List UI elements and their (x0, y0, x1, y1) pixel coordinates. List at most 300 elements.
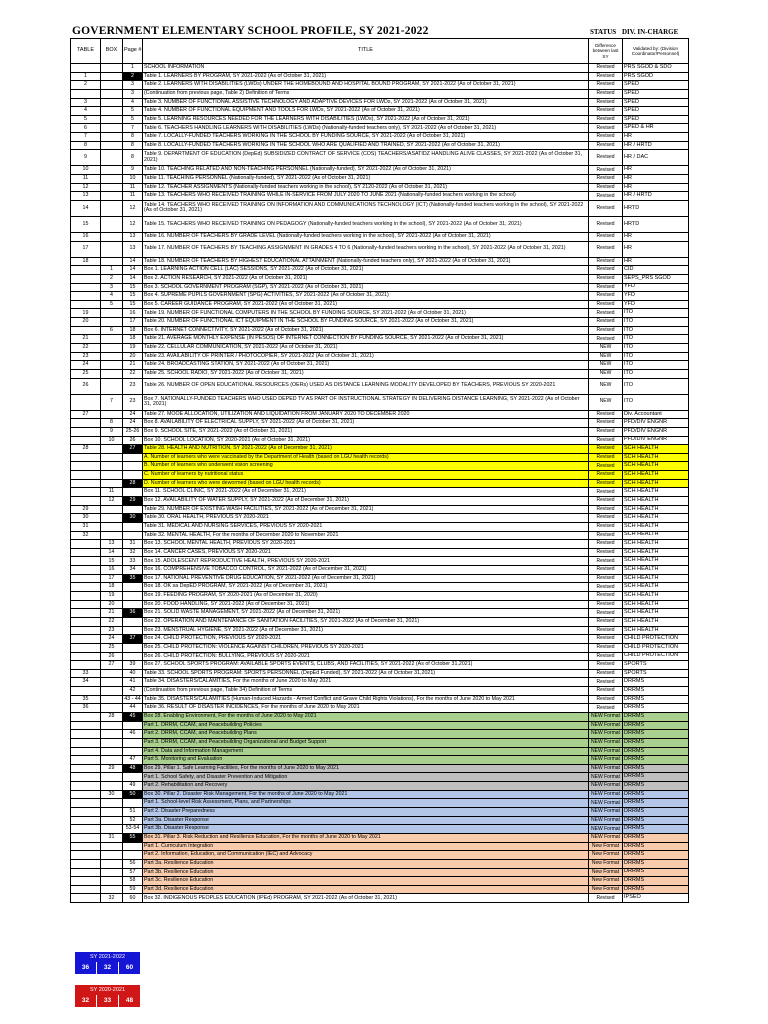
page-number-cell (123, 462, 143, 471)
title-cell: Box 12. AVAILABILITY OF WATER SUPPLY, SY 2021-2022 (As of December 31, 2021) (143, 496, 589, 505)
page-number-cell: 39 (123, 661, 143, 670)
table-row (71, 842, 689, 851)
table-number-cell (71, 894, 101, 903)
status-cell: NEW (589, 344, 623, 353)
title-cell: Box 18. OK sa DepED PROGRAM, SY 2021-2022 (As of December 31, 2021) (143, 583, 589, 592)
page-number-cell: 3 (123, 81, 143, 90)
table-number-cell: 32 (71, 531, 101, 540)
title-cell: C. Number of learners by nutritional status (143, 471, 589, 480)
division-cell: CHILD PROTECTION (623, 643, 689, 652)
division-cell: PFD/DIV ENGNR (623, 419, 689, 428)
status-cell: Revised (589, 107, 623, 116)
table-row (71, 89, 689, 98)
status-cell: Revised (589, 894, 623, 903)
title-cell: Box 21. SOLID WASTE MANAGEMENT, SY 2021-2022 (As of December 31, 2021) (143, 609, 589, 618)
page-number-cell: 34 (123, 566, 143, 575)
box-number-cell (101, 241, 123, 257)
page-number-cell: 14 (123, 257, 143, 266)
status-cell: New Format (589, 851, 623, 860)
box-number-cell (101, 773, 123, 782)
box-number-cell: 7 (101, 394, 123, 410)
table-number-cell (71, 626, 101, 635)
box-number-cell (101, 816, 123, 825)
table-row (71, 216, 689, 232)
title-cell: D. Number of learners who were dewormed (based on LGU health records) (143, 479, 589, 488)
table-number-cell (71, 617, 101, 626)
division-cell: YFD (623, 283, 689, 292)
legend-label: SY 2021-2022 (89, 954, 126, 960)
division-cell: SCH HEALTH (623, 505, 689, 514)
status-cell: Revised (589, 89, 623, 98)
page-number-cell: 41 (123, 678, 143, 687)
table-number-cell: 23 (71, 352, 101, 361)
page-number-cell: 31 (123, 540, 143, 549)
page-number-cell: 19 (123, 344, 143, 353)
status-cell: Revised (589, 64, 623, 73)
box-number-cell (101, 344, 123, 353)
table-row (71, 669, 689, 678)
status-cell: NEW Format (589, 764, 623, 773)
table-number-cell (71, 574, 101, 583)
status-cell: Revised (589, 318, 623, 327)
table-number-cell (71, 89, 101, 98)
table-row (71, 514, 689, 523)
table-number-cell: 22 (71, 344, 101, 353)
division-cell: SPED (623, 107, 689, 116)
table-number-cell: 1 (71, 72, 101, 81)
title-cell: Box 16. COMPREHENSIVE TOBACCO CONTROL, SY 2021-2022 (As of December 31, 2021) (143, 566, 589, 575)
box-number-cell (101, 192, 123, 201)
box-number-cell (101, 842, 123, 851)
table-row (71, 344, 689, 353)
table-row (71, 232, 689, 241)
title-cell: Part 1. School-level Risk Assessment, Plans, and Partnerships (143, 799, 589, 808)
box-number-cell (101, 453, 123, 462)
box-number-cell (101, 166, 123, 175)
page-number-cell: 57 (123, 868, 143, 877)
table-row (71, 241, 689, 257)
status-cell: NEW Format (589, 747, 623, 756)
table-number-cell (71, 471, 101, 480)
title-cell: A. Number of learners who were vaccinated by the Department of Health (based on LGU health records) (143, 453, 589, 462)
division-cell: SEPS_PRS SGOD (623, 274, 689, 283)
division-cell: PRS SGOD & SDO (623, 64, 689, 73)
box-number-cell (101, 200, 123, 216)
table-number-cell (71, 540, 101, 549)
table-number-cell: 13 (71, 192, 101, 201)
table-number-cell (71, 635, 101, 644)
division-cell: ITO (623, 352, 689, 361)
table-number-cell (71, 266, 101, 275)
page-number-cell: 40 (123, 669, 143, 678)
box-number-cell: 18 (101, 583, 123, 592)
box-number-cell (101, 81, 123, 90)
box-number-cell (101, 216, 123, 232)
title-cell: Table 15. TEACHERS WHO RECEIVED TRAINING ON PEDAGOGY (Nationally-funded teachers working in the school), SY 2021-2022 (As of October 31, 2021) (143, 216, 589, 232)
box-number-cell (101, 471, 123, 480)
page-number-cell (123, 617, 143, 626)
status-cell: Revised (589, 661, 623, 670)
page-number-cell: 14 (123, 266, 143, 275)
table-row (71, 566, 689, 575)
page-number-cell (123, 522, 143, 531)
title-cell: Part 2. Information, Education, and Communication (IEC) and Advocacy (143, 851, 589, 860)
page-number-cell (123, 747, 143, 756)
box-number-cell (101, 98, 123, 107)
table-number-cell: 24 (71, 361, 101, 370)
page-number-cell: 3 (123, 89, 143, 98)
title-cell: Table 23. AVAILABILITY OF PRINTER / PHOTOCOPIER, SY 2021-2022 (As of October 31, 2021) (143, 352, 589, 361)
division-cell: DRRMS (623, 885, 689, 894)
table-number-cell: 8 (71, 141, 101, 150)
title-cell: Table 29. NUMBER OF EXISTING WASH FACILITIES, SY 2021-2022 (As of December 31, 2021) (143, 505, 589, 514)
table-number-cell (71, 730, 101, 739)
division-cell: DRRMS (623, 808, 689, 817)
title-cell: Table 27. MOOE ALLOCATION, UTILIZATION AND LIQUIDATION FROM JANUARY 2020 TO DECEMBER 2020 (143, 410, 589, 419)
box-number-cell (101, 678, 123, 687)
box-number-cell (101, 704, 123, 713)
legend-value: 36 (81, 964, 90, 971)
col-title: TITLE (143, 39, 589, 64)
page-number-cell: 5 (123, 107, 143, 116)
table-number-cell (71, 557, 101, 566)
page-number-cell: 10 (123, 175, 143, 184)
page-number-cell: 13 (123, 232, 143, 241)
title-cell: Box 31. Pillar 3. Risk Reduction and Resilience Education, For the months of June 2020 to May 2021 (143, 833, 589, 842)
title-cell: Part 1. DRRM, CCAM, and Peacebuilding Policies (143, 721, 589, 730)
page-number-cell: 24 (123, 410, 143, 419)
table-row (71, 326, 689, 335)
status-cell: Revised (589, 326, 623, 335)
status-cell: Revised (589, 540, 623, 549)
box-number-cell (101, 115, 123, 124)
status-cell: Revised (589, 309, 623, 318)
division-cell: SPED (623, 89, 689, 98)
status-cell: Revised (589, 292, 623, 301)
table-number-cell: 33 (71, 669, 101, 678)
division-cell: SCH HEALTH (623, 445, 689, 454)
table-number-cell: 5 (71, 115, 101, 124)
legend-value: 32 (96, 962, 118, 974)
table-row (71, 81, 689, 90)
table-row (71, 540, 689, 549)
page-number-cell: 47 (123, 756, 143, 765)
table-row (71, 166, 689, 175)
box-number-cell (101, 124, 123, 133)
box-number-cell: 32 (101, 894, 123, 903)
page-number-cell: 11 (123, 192, 143, 201)
page-number-cell (123, 738, 143, 747)
division-cell: DRRMS (623, 868, 689, 877)
status-cell: Revised (589, 150, 623, 166)
division-cell: HR (623, 241, 689, 257)
table-row (71, 713, 689, 722)
title-cell: Box 27. SCHOOL SPORTS PROGRAM: AVAILABLE SPORTS EVENTS, CLUBS, AND FACILITIES, SY 2021-2022 (As of October 31,2021) (143, 661, 589, 670)
status-cell: Revised (589, 652, 623, 661)
page-number-cell (123, 505, 143, 514)
division-cell: CHILD PROTECTION (623, 635, 689, 644)
table-number-cell (71, 687, 101, 696)
box-number-cell (101, 738, 123, 747)
status-cell: New Format (589, 859, 623, 868)
table-row (71, 283, 689, 292)
box-number-cell (101, 808, 123, 817)
status-cell: Revised (589, 479, 623, 488)
table-row (71, 369, 689, 378)
page-number-cell: 15 (123, 283, 143, 292)
table-row (71, 877, 689, 886)
box-number-cell (101, 730, 123, 739)
table-row (71, 557, 689, 566)
box-number-cell: 15 (101, 557, 123, 566)
table-number-cell: 6 (71, 124, 101, 133)
status-cell: Revised (589, 600, 623, 609)
division-cell: SPED (623, 81, 689, 90)
table-row (71, 394, 689, 410)
division-cell: HR / DAC (623, 150, 689, 166)
division-cell: HR (623, 257, 689, 266)
title-cell: Box 14. CANCER CASES, PREVIOUS SY 2020-2021 (143, 548, 589, 557)
table-row (71, 453, 689, 462)
page-number-cell: 60 (123, 894, 143, 903)
box-number-cell: 25 (101, 643, 123, 652)
box-number-cell: 20 (101, 600, 123, 609)
page-number-cell: 13 (123, 241, 143, 257)
box-number-cell (101, 318, 123, 327)
status-cell: Revised (589, 241, 623, 257)
status-cell: Revised (589, 505, 623, 514)
page-number-cell: 51 (123, 808, 143, 817)
box-number-cell: 2 (101, 274, 123, 283)
division-cell: HR (623, 166, 689, 175)
division-cell: SCH HEALTH (623, 522, 689, 531)
page-number-cell: 16 (123, 309, 143, 318)
table-number-cell (71, 808, 101, 817)
page-number-cell: 21 (123, 361, 143, 370)
table-row (71, 756, 689, 765)
box-number-cell: 30 (101, 790, 123, 799)
table-number-cell (71, 453, 101, 462)
table-row (71, 505, 689, 514)
title-cell: Part 2. DRRM, CCAM, and Peacebuilding Plans (143, 730, 589, 739)
division-cell: ITO (623, 369, 689, 378)
title-cell: Part 3. DRRM, CCAM, and Peacebuilding Organizational and Budget Support (143, 738, 589, 747)
page-number-cell: 52 (123, 816, 143, 825)
division-cell: HR (623, 232, 689, 241)
table-number-cell (71, 419, 101, 428)
table-row (71, 764, 689, 773)
status-cell: NEW (589, 361, 623, 370)
table-number-cell: 15 (71, 216, 101, 232)
page-number-cell: 50 (123, 790, 143, 799)
table-number-cell (71, 790, 101, 799)
status-cell: NEW Format (589, 799, 623, 808)
table-row (71, 600, 689, 609)
table-row (71, 257, 689, 266)
page-number-cell (123, 721, 143, 730)
table-number-cell: 3 (71, 98, 101, 107)
box-number-cell: 26 (101, 652, 123, 661)
table-number-cell (71, 877, 101, 886)
table-number-cell: 4 (71, 107, 101, 116)
table-row (71, 471, 689, 480)
page-number-cell (123, 851, 143, 860)
status-cell: Revised (589, 175, 623, 184)
table-row (71, 141, 689, 150)
page-number-cell: 4 (123, 98, 143, 107)
box-number-cell (101, 410, 123, 419)
division-cell: SPORTS (623, 669, 689, 678)
table-number-cell (71, 764, 101, 773)
table-number-cell (71, 859, 101, 868)
title-cell: Box 1. LEARNING ACTION CELL (LAC) SESSIONS, SY 2021-2022 (As of October 31, 2021) (143, 266, 589, 275)
title-cell: Table 11. TEACHING PERSONNEL (Nationally-funded), SY 2021-2022 (As of October 31, 2021) (143, 175, 589, 184)
table-row (71, 548, 689, 557)
legend-label: SY 2020-2021 (89, 987, 126, 993)
table-number-cell: 34 (71, 678, 101, 687)
table-number-cell (71, 394, 101, 410)
title-cell: Table 16. NUMBER OF TEACHERS BY GRADE LEVEL (Nationally-funded teachers working in the school), SY 2021-2022 (As of October 31, 2021) (143, 232, 589, 241)
table-number-cell (71, 64, 101, 73)
division-cell: SCH HEALTH (623, 557, 689, 566)
box-number-cell: 12 (101, 496, 123, 505)
table-row (71, 150, 689, 166)
division-cell: ITO (623, 326, 689, 335)
page-number-cell (123, 488, 143, 497)
status-cell: Revised (589, 514, 623, 523)
table-row (71, 687, 689, 696)
division-cell: DRRMS (623, 738, 689, 747)
table-row (71, 851, 689, 860)
page-number-cell: 55 (123, 833, 143, 842)
page-number-cell: 1 (123, 64, 143, 73)
table-row (71, 200, 689, 216)
table-row (71, 115, 689, 124)
page-number-cell: 44 (123, 704, 143, 713)
page-number-cell (123, 799, 143, 808)
table-number-cell (71, 652, 101, 661)
box-number-cell: 8 (101, 419, 123, 428)
box-number-cell (101, 89, 123, 98)
division-cell: DRRMS (623, 678, 689, 687)
table-row (71, 292, 689, 301)
box-number-cell: 13 (101, 540, 123, 549)
box-number-cell (101, 232, 123, 241)
division-cell: DRRMS (623, 730, 689, 739)
table-row (71, 773, 689, 782)
table-row (71, 643, 689, 652)
title-cell: SCHOOL INFORMATION (143, 64, 589, 73)
title-cell: Table 19. NUMBER OF FUNCTIONAL COMPUTERS IN THE SCHOOL BY FUNDING SOURCE, SY 2021-2022 (As of October 31, 2021) (143, 309, 589, 318)
status-cell: Revised (589, 678, 623, 687)
table-row (71, 192, 689, 201)
title-cell: Part 1. School Safety, and Disaster Prevention and Mitigation (143, 773, 589, 782)
table-row (71, 617, 689, 626)
page-number-cell (123, 583, 143, 592)
status-cell: Revised (589, 635, 623, 644)
title-cell: Table 8. LOCALLY-FUNDED TEACHERS WORKING IN THE SCHOOL WHO ARE QUALIFIED AND TRAINED, SY 2021-2022 (As of October 31, 2021) (143, 141, 589, 150)
table-row (71, 661, 689, 670)
status-cell: New Format (589, 885, 623, 894)
table-row (71, 799, 689, 808)
table-number-cell: 17 (71, 241, 101, 257)
title-cell: Table 20. NUMBER OF FUNCTIONAL ICT EQUIPMENT IN THE SCHOOL BY FUNDING SOURCE, SY 2021-2022 (As of October 31, 2021) (143, 318, 589, 327)
table-number-cell (71, 548, 101, 557)
table-number-cell (71, 643, 101, 652)
table-row (71, 133, 689, 142)
status-cell: Revised (589, 141, 623, 150)
division-cell: SCH HEALTH (623, 496, 689, 505)
box-number-cell (101, 859, 123, 868)
table-number-cell (71, 326, 101, 335)
status-cell: NEW (589, 378, 623, 394)
box-number-cell (101, 361, 123, 370)
status-cell: NEW Format (589, 730, 623, 739)
box-number-cell: 21 (101, 609, 123, 618)
table-number-cell (71, 773, 101, 782)
division-cell: IPSEO (623, 894, 689, 903)
page-number-cell: 2 (123, 72, 143, 81)
title-cell: (Continuation from previous page, Table 2) Definition of Terms (143, 89, 589, 98)
title-cell: Box 13. SCHOOL MENTAL HEALTH, PREVIOUS SY 2020-2021 (143, 540, 589, 549)
division-cell: DRRMS (623, 782, 689, 791)
table-row (71, 583, 689, 592)
title-cell: Box 20. FOOD HANDLING, SY 2021-2022 (As of December 31, 2021) (143, 600, 589, 609)
table-number-cell (71, 842, 101, 851)
title-cell: Table 18. NUMBER OF TEACHERS BY HIGHEST EDUCATIONAL ATTAINMENT (Nationally-funded teachers only), SY 2021-2022 (As of October 31, 2021) (143, 257, 589, 266)
division-cell: YFD (623, 292, 689, 301)
page-number-cell: 33 (123, 557, 143, 566)
division-cell: CID (623, 266, 689, 275)
title-cell: Part 2. Disaster Preparedness (143, 808, 589, 817)
division-cell: YFD (623, 300, 689, 309)
title-cell: Table 12. TEACHER ASSIGNMENTS (Nationally-funded teachers working in the school), SY 2120-2022 (As of October 31, 2021) (143, 183, 589, 192)
division-cell: ITO (623, 378, 689, 394)
table-number-cell (71, 833, 101, 842)
status-cell: Revised (589, 531, 623, 540)
status-cell: Revised (589, 335, 623, 344)
page-number-cell: 46 (123, 730, 143, 739)
box-number-cell (101, 799, 123, 808)
table-row (71, 72, 689, 81)
title-cell: Box 8. AVAILABILITY OF ELECTRICAL SUPPLY, SY 2021-2022 (As of October 31, 2021) (143, 419, 589, 428)
table-number-cell (71, 583, 101, 592)
table-row (71, 825, 689, 834)
division-cell: DRRMS (623, 747, 689, 756)
title-cell: Table 4. NUMBER OF FUNCTIONAL EQUIPMENT AND TOOLS FOR LWDs, SY 2021-2022 (As of October 31, 2021) (143, 107, 589, 116)
table-row (71, 352, 689, 361)
status-cell: Revised (589, 626, 623, 635)
table-header-row (71, 39, 689, 64)
page-number-cell: 32 (123, 548, 143, 557)
page-number-cell: 36 (123, 609, 143, 618)
status-cell: Revised (589, 617, 623, 626)
table-number-cell (71, 721, 101, 730)
status-cell: NEW Format (589, 756, 623, 765)
title-cell: Part 3a. Resilience Education (143, 859, 589, 868)
table-row (71, 816, 689, 825)
title-cell: Part 2. Rehabilitation and Recovery (143, 782, 589, 791)
box-number-cell: 14 (101, 548, 123, 557)
table-row (71, 592, 689, 601)
box-number-cell (101, 183, 123, 192)
page-number-cell: 18 (123, 335, 143, 344)
status-cell: Revised (589, 232, 623, 241)
box-number-cell (101, 851, 123, 860)
division-cell: DRRMS (623, 721, 689, 730)
status-header: STATUS (590, 28, 617, 36)
table-row (71, 652, 689, 661)
